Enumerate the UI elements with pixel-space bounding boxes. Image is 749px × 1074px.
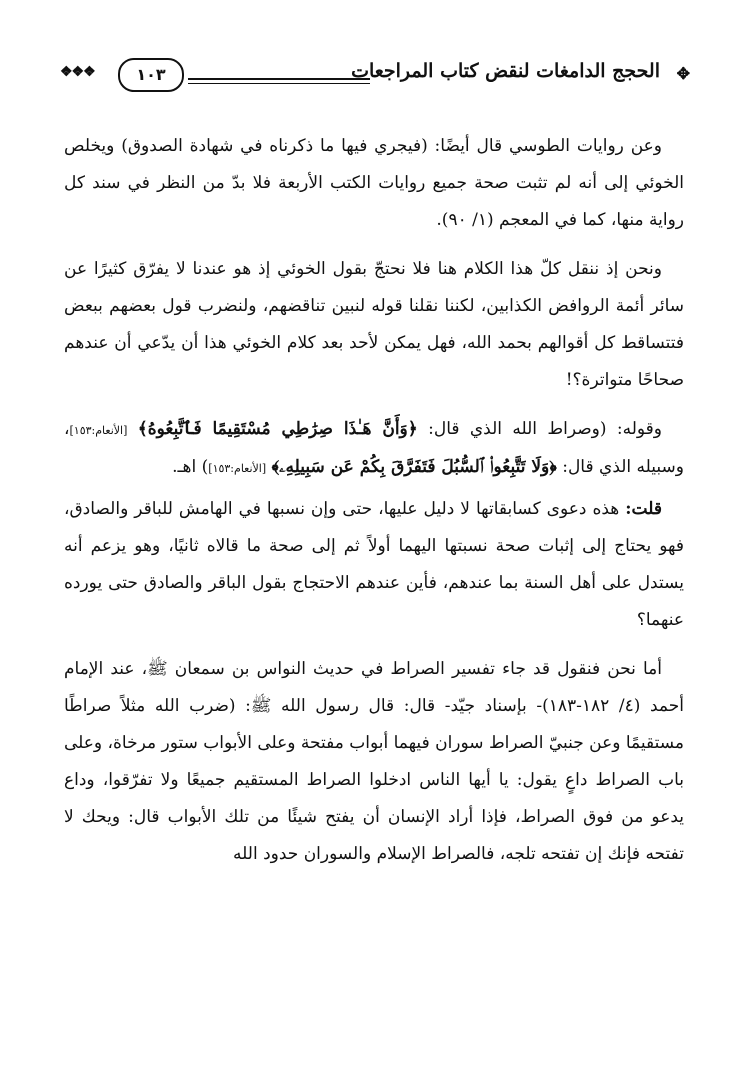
p3-mid: ، وسبيله الذي قال: <box>64 419 684 477</box>
paragraph-2: ونحن إذ ننقل كلّ هذا الكلام هنا فلا نحتجّ بقول الخوئي إذ هو عندنا لا يفرّق كثيرًا عن سائر أئمة الروافض الكذابين، لكننا نقلنا قوله لنبين تناقضهم، ولنضرب قول بعضهم ببعض فتتساقط كل أقوالهم بحمد الله، فهل يمكن لأحد بعد كلام الخوئي هذا أن يدّعي أن عندهم صحاحًا متواترة؟! <box>64 259 684 390</box>
running-title: الحجج الدامغات لنقض كتاب المراجعات <box>351 60 660 82</box>
paragraph-1: وعن روايات الطوسي قال أيضًا: (فيجري فيها ما ذكرناه في شهادة الصدوق) ويخلص الخوئي إلى أنه لم تثبت صحة جميع روايات الكتب الأربعة فلا بدّ من النظر في سند كل رواية منها، كما في المعجم (١/ ٩٠). <box>64 136 684 230</box>
citation-2: [الأنعام:١٥٣] <box>208 462 267 475</box>
citation-1: [الأنعام:١٥٣] <box>69 424 128 437</box>
page-number: ١٠٣ <box>118 58 184 92</box>
header-ornament-left: ❖❖❖ <box>60 64 95 80</box>
quran-verse-1: ﴿وَأَنَّ هَـٰذَا صِرَٰطِي مُسْتَقِيمًا فَٱتَّبِعُوهُ﴾ <box>137 419 418 439</box>
body-text <box>64 128 684 885</box>
qult-label: قلت: <box>625 499 662 519</box>
header-ornament-right: ✥ <box>676 64 690 83</box>
header-rule-thin <box>188 83 370 84</box>
quran-verse-2: ﴿وَلَا تَتَّبِعُوا۟ ٱلسُّبُلَ فَتَفَرَّقَ بِكُمْ عَن سَبِيلِهِۦ﴾ <box>271 457 557 477</box>
header-rule <box>188 78 370 80</box>
p4-text: هذه دعوى كسابقاتها لا دليل عليها، حتى وإن نسبها في الهامش للباقر والصادق، فهو يحتاج إلى إثبات صحة نسبتها اليهما أولاً ثم إلى صحة ما قالاه ثانيًا، وهو يزعم أنه يستدل على أهل السنة بما عندهم، فأين عندهم الاحتجاج بقول الباقر والصادق حتى يورده عنهما؟ <box>64 499 684 630</box>
paragraph-4 <box>64 491 684 639</box>
paragraph-3 <box>64 411 684 487</box>
p3-end: ) اهـ. <box>172 457 209 477</box>
page-header <box>60 52 690 98</box>
paragraph-5: أما نحن فنقول قد جاء تفسير الصراط في حديث النواس بن سمعان ﷺ، عند الإمام أحمد (٤/ ١٨٢-١٨٣)- بإسناد جيّد- قال: قال رسول الله ﷺ: (ضرب الله مثلاً صراطًا مستقيمًا وعن جنبيّ الصراط سوران فيهما أبواب مفتحة وعلى الأبواب ستور مرخاة، وعلى باب الصراط داعٍ يقول: يا أيها الناس ادخلوا الصراط المستقيم جميعًا ولا تفرّقوا، وداع يدعو من فوق الصراط، فإذا أراد الإنسان أن يفتح شيئًا من تلك الأبواب قال: ويحك لا تفتحه فإنك إن تفتحه تلجه، فالصراط الإسلام والسوران حدود الله <box>63 659 684 864</box>
p3-intro: وقوله: (وصراط الله الذي قال: <box>428 419 662 439</box>
